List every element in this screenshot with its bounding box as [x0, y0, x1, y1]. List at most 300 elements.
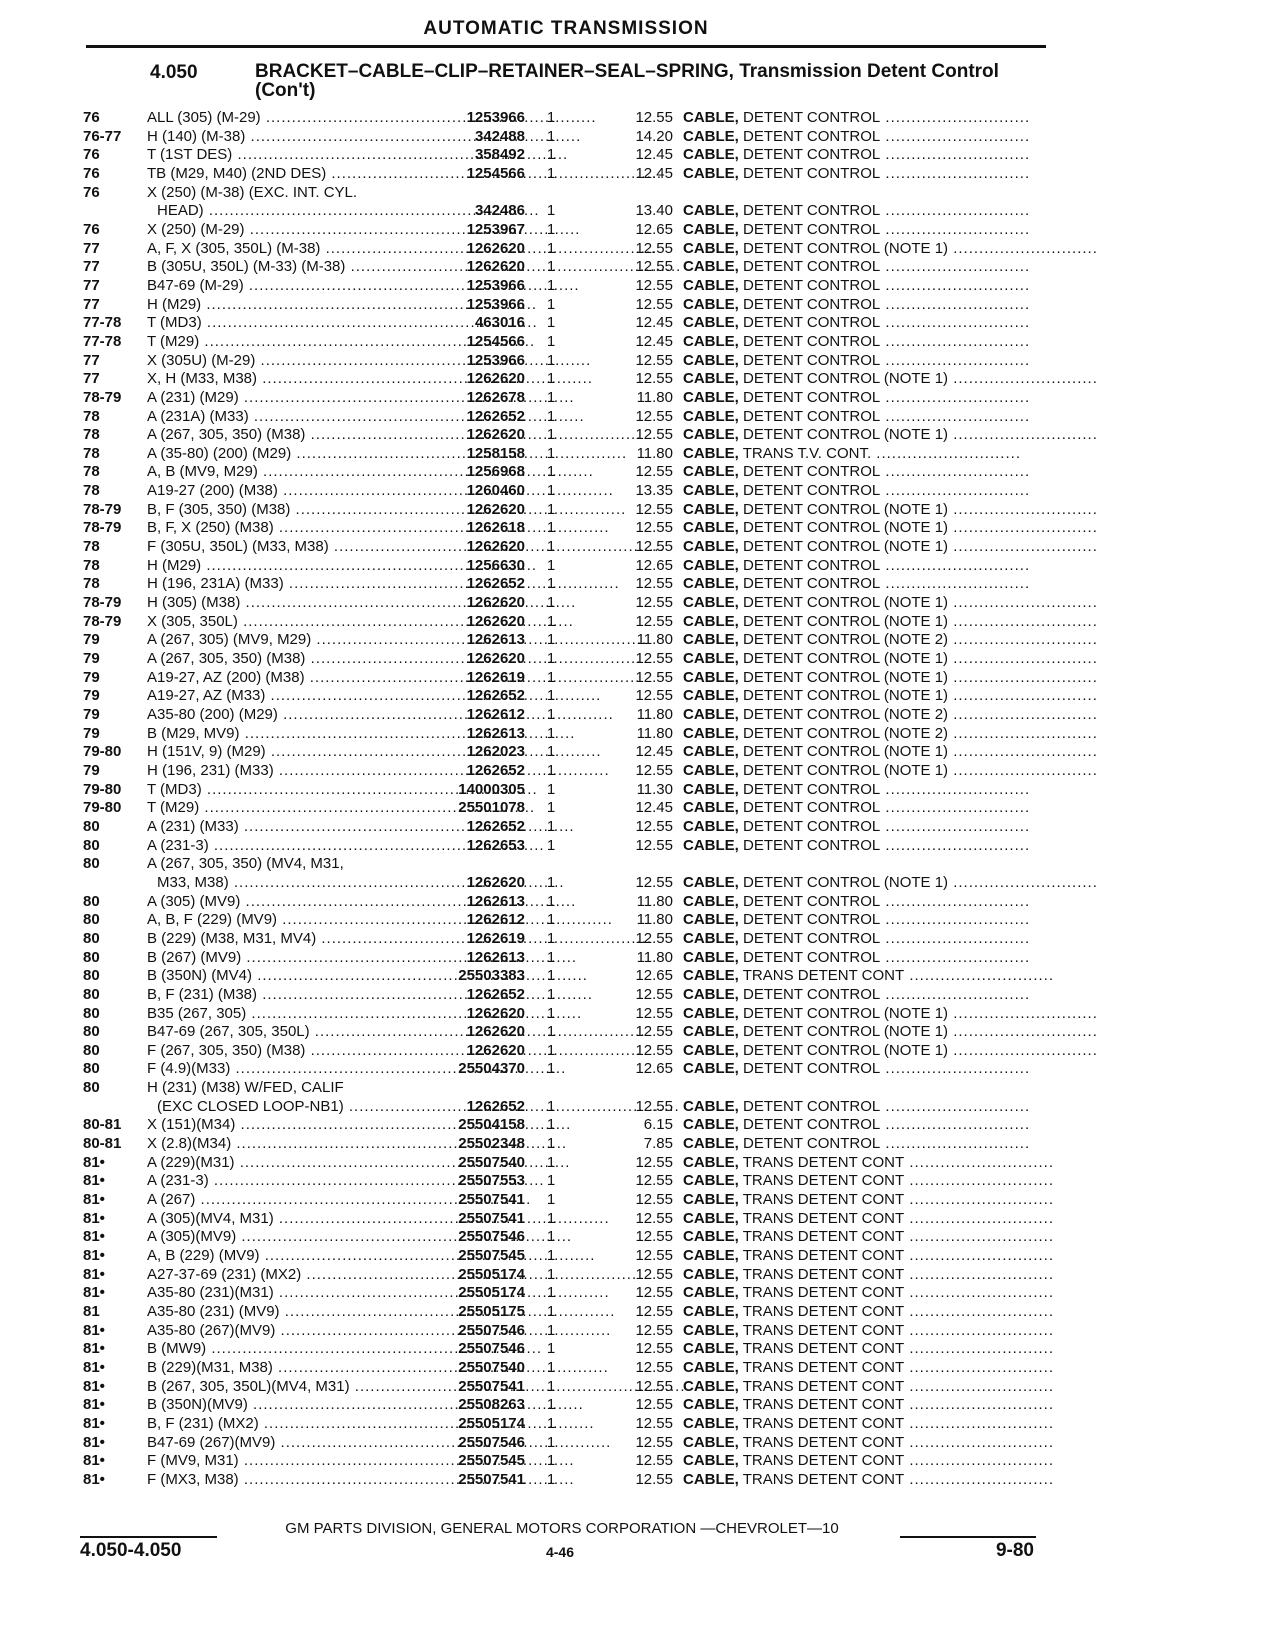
part-name: CABLE, [683, 985, 739, 1003]
price-cell: 6.15 [643, 1116, 673, 1134]
description-cell [683, 370, 1098, 389]
part-description: DETENT CONTROL (NOTE 1) [743, 1041, 949, 1059]
description-cell [683, 1228, 1053, 1247]
description-cell [683, 687, 1098, 706]
leader-dots: ............................ [948, 1041, 1098, 1059]
price-cell: 12.55 [635, 929, 673, 947]
year-cell: 78 [83, 482, 100, 500]
part-name: CABLE, [683, 1116, 739, 1134]
table-row [83, 370, 1098, 389]
price-cell: 12.55 [635, 985, 673, 1003]
table-row [83, 352, 1053, 371]
price-cell: 12.55 [635, 650, 673, 668]
year-cell: 79 [83, 761, 100, 779]
part-number-cell: 1253966 [466, 295, 525, 313]
table-row [83, 1359, 1053, 1378]
part-description: DETENT CONTROL (NOTE 1) [743, 594, 949, 612]
year-cell: 78-79 [83, 612, 122, 630]
year-cell: 81• [83, 1209, 105, 1227]
leader-dots: ............................ [880, 948, 1031, 966]
quantity-cell: 1 [546, 892, 556, 910]
part-description: DETENT CONTROL (NOTE 1) [743, 612, 949, 630]
part-description: TRANS DETENT CONT [742, 1321, 905, 1339]
part-description: DETENT CONTROL [743, 817, 881, 835]
quantity-cell: 1 [546, 127, 556, 145]
price-cell: 12.55 [635, 1247, 673, 1265]
part-number-cell: 25507546 [458, 1321, 525, 1339]
price-cell: 12.55 [635, 836, 673, 854]
price-cell: 11.80 [636, 724, 673, 742]
price-cell: 13.40 [635, 202, 673, 220]
description-cell [683, 1471, 1053, 1490]
part-number-cell: 25505174 [458, 1265, 525, 1283]
leader-dots: ............................ [880, 482, 1031, 500]
description-cell [683, 1303, 1053, 1322]
part-description: DETENT CONTROL (NOTE 1) [743, 1004, 949, 1022]
part-number-cell: 25507541 [458, 1470, 525, 1488]
year-cell: 77 [83, 295, 100, 313]
part-number-cell: 25507546 [458, 1340, 525, 1358]
part-description: DETENT CONTROL [743, 127, 881, 145]
year-cell: 80-81 [83, 1116, 122, 1134]
price-cell: 12.55 [635, 1396, 673, 1414]
price-cell: 12.55 [635, 612, 673, 630]
year-cell: 78 [83, 463, 100, 481]
price-cell: 12.55 [635, 1340, 673, 1358]
price-cell: 12.55 [635, 1452, 673, 1470]
part-name: CABLE, [683, 967, 739, 985]
model-cell: A, B, F (229) (MV9) ..... [147, 911, 417, 930]
quantity-cell: 1 [546, 370, 556, 388]
part-number-cell: 1262652 [466, 1097, 525, 1115]
part-name: CABLE, [683, 444, 739, 462]
quantity-cell: 1 [546, 1303, 556, 1320]
year-cell: 78-79 [83, 594, 122, 612]
price-cell: 12.55 [635, 1414, 673, 1432]
quantity-cell: 1 [546, 1116, 556, 1134]
part-number-cell: 1256968 [466, 463, 525, 481]
leader-dots: ............................ [904, 1265, 1055, 1283]
price-cell: 12.55 [635, 1470, 673, 1488]
description-cell [683, 1004, 1098, 1024]
quantity-cell: 1 [546, 164, 556, 182]
description-cell [683, 761, 1098, 781]
leader-dots: ............................ [880, 1135, 1031, 1153]
year-cell: 81• [83, 1377, 105, 1395]
model-cell: H (305) (M38) ..... [147, 594, 417, 613]
part-name: CABLE, [683, 351, 739, 369]
price-cell: 12.45 [635, 799, 673, 817]
quantity-cell: 1 [546, 780, 556, 798]
leader-dots: ............................ [904, 1340, 1055, 1358]
part-description: DETENT CONTROL [743, 1060, 881, 1078]
description-cell [683, 949, 1053, 968]
table-row [83, 519, 1098, 538]
part-description: DETENT CONTROL [743, 295, 881, 313]
part-name: CABLE, [683, 407, 739, 425]
model-cell: B, F (305, 350) (M38) ..... [147, 501, 417, 520]
year-cell: 78-79 [83, 500, 122, 518]
description-cell [683, 930, 1053, 949]
table-row [83, 799, 1053, 818]
leader-dots: ............................ [948, 743, 1098, 761]
description-cell [683, 109, 1053, 128]
quantity-cell: 1 [546, 1433, 556, 1451]
leader-dots: ............................ [948, 873, 1098, 891]
part-number-cell: 1262620 [466, 1041, 525, 1059]
part-description: TRANS DETENT CONT [742, 1414, 905, 1432]
leader-dots: ............................ [880, 1097, 1031, 1115]
price-cell: 12.55 [635, 1358, 673, 1376]
part-description: DETENT CONTROL (NOTE 1) [743, 370, 949, 388]
table-row [83, 837, 1053, 856]
table-row [83, 1135, 1053, 1154]
footer-rule-right [900, 1536, 1036, 1538]
table-row [83, 631, 1098, 650]
part-name: CABLE, [683, 127, 739, 145]
model-cell: HEAD) ..... [157, 202, 427, 221]
quantity-cell: 1 [546, 482, 556, 500]
part-number-cell: 1262613 [466, 948, 525, 966]
description-cell [683, 314, 1053, 333]
part-name: CABLE, [683, 1060, 739, 1078]
table-row [83, 128, 1053, 147]
description-cell [683, 1154, 1053, 1173]
part-name: CABLE, [683, 724, 739, 742]
description-cell [683, 837, 1053, 856]
part-description: TRANS DETENT CONT [742, 1358, 905, 1376]
year-cell: 78 [83, 426, 100, 444]
leader-dots: ............................ [904, 1377, 1055, 1395]
price-cell: 12.65 [635, 556, 673, 574]
model-cell: F (267, 305, 350) (M38) ..... [147, 1042, 417, 1061]
part-number-cell: 1262619 [466, 668, 525, 686]
description-cell [683, 389, 1053, 408]
year-cell: 80 [83, 855, 100, 873]
model-cell: M33, M38) ..... [157, 874, 427, 893]
table-row [83, 1415, 1053, 1434]
year-cell: 80 [83, 1023, 100, 1041]
description-cell [683, 128, 1053, 147]
part-description: DETENT CONTROL [743, 1116, 881, 1134]
quantity-cell: 1 [546, 1377, 556, 1395]
part-description: DETENT CONTROL [743, 388, 881, 406]
part-description: DETENT CONTROL (NOTE 2) [743, 724, 949, 742]
model-cell: F (MX3, M38) ..... [147, 1471, 417, 1490]
description-cell [683, 668, 1098, 688]
description-cell [683, 221, 1053, 240]
part-description: TRANS DETENT CONT [742, 1452, 905, 1470]
table-row [83, 146, 1053, 165]
table-row [83, 949, 1053, 968]
part-name: CABLE, [683, 164, 739, 182]
table-row [83, 930, 1053, 949]
part-name: CABLE, [683, 706, 739, 723]
part-description: DETENT CONTROL [743, 1135, 881, 1153]
part-name: CABLE, [683, 1452, 739, 1470]
description-cell [683, 165, 1053, 184]
year-cell: 78 [83, 444, 100, 462]
quantity-cell: 1 [546, 1041, 556, 1059]
leader-dots: ............................ [904, 1414, 1055, 1432]
quantity-cell: 1 [546, 594, 556, 612]
leader-dots: ............................ [948, 519, 1098, 537]
part-name: CABLE, [683, 463, 739, 481]
part-number-cell: 25505175 [458, 1303, 525, 1320]
description-cell [683, 967, 1053, 986]
part-number-cell: 1262620 [466, 370, 525, 388]
table-row [83, 202, 1053, 221]
price-cell: 12.55 [635, 1284, 673, 1302]
description-cell [683, 1041, 1098, 1061]
header-rule [86, 45, 1046, 48]
price-cell: 12.55 [635, 426, 673, 444]
parts-table [83, 109, 1098, 1490]
part-name: CABLE, [683, 1340, 739, 1358]
quantity-cell: 1 [546, 351, 556, 369]
year-cell: 81• [83, 1321, 105, 1339]
table-row [83, 743, 1098, 762]
year-cell: 80 [83, 1041, 100, 1059]
part-number-cell: 1262620 [466, 500, 525, 518]
table-row [83, 818, 1053, 837]
part-description: TRANS DETENT CONT [742, 1284, 905, 1302]
part-number-cell: 1262652 [466, 985, 525, 1003]
model-cell: B47-69 (M-29) ..... [147, 277, 417, 296]
part-number-cell: 25508263 [458, 1396, 525, 1414]
table-row [83, 612, 1098, 632]
model-cell: A (231-3) ..... [147, 1172, 417, 1191]
leader-dots: ............................ [904, 1284, 1055, 1302]
description-cell [683, 1396, 1053, 1415]
table-row [83, 1154, 1053, 1173]
model-cell: X, H (M33, M38) ..... [147, 370, 417, 389]
part-name: CABLE, [683, 780, 739, 798]
part-number-cell: 1262678 [466, 388, 525, 406]
price-cell: 7.85 [643, 1135, 673, 1153]
quantity-cell: 1 [546, 668, 556, 686]
part-number-cell: 25507540 [458, 1153, 525, 1171]
price-cell: 12.55 [635, 109, 673, 126]
part-name: CABLE, [683, 556, 739, 574]
table-row [83, 873, 1098, 893]
table-row [83, 706, 1098, 725]
price-cell: 12.55 [635, 1321, 673, 1339]
model-cell: B, F (231) (MX2) ..... [147, 1415, 417, 1434]
part-name: CABLE, [683, 482, 739, 500]
leader-dots: ............................ [904, 1228, 1055, 1246]
quantity-cell: 1 [546, 761, 556, 779]
year-cell: 81• [83, 1284, 105, 1302]
table-row [83, 1396, 1053, 1415]
price-cell: 12.55 [635, 1041, 673, 1059]
quantity-cell: 1 [546, 836, 556, 854]
part-description: DETENT CONTROL [743, 556, 881, 574]
quantity-cell: 1 [546, 519, 556, 537]
price-cell: 12.55 [635, 463, 673, 481]
part-name: CABLE, [683, 1209, 739, 1227]
leader-dots: ............................ [880, 556, 1031, 574]
model-cell: X (151)(M34) ..... [147, 1116, 417, 1135]
description-cell [683, 1452, 1053, 1471]
model-cell: F (4.9)(M33) ..... [147, 1060, 417, 1079]
part-name: CABLE, [683, 1041, 739, 1059]
quantity-cell: 1 [546, 929, 556, 947]
leader-dots: ............................ [904, 1209, 1055, 1227]
year-cell: 76 [83, 220, 100, 238]
quantity-cell: 1 [546, 1247, 556, 1265]
description-cell [683, 538, 1098, 557]
quantity-cell: 1 [546, 444, 556, 462]
part-number-cell: 1262620 [466, 258, 525, 276]
year-cell: 80 [83, 1004, 100, 1022]
price-cell: 12.55 [635, 1433, 673, 1451]
part-description: DETENT CONTROL (NOTE 1) [743, 1023, 949, 1041]
part-name: CABLE, [683, 314, 739, 332]
part-number-cell: 1262620 [466, 1004, 525, 1022]
description-cell [683, 1172, 1053, 1191]
quantity-cell: 1 [546, 612, 556, 630]
table-row [83, 333, 1053, 352]
leader-dots: ............................ [880, 911, 1031, 929]
price-cell: 12.55 [635, 1265, 673, 1283]
part-number-cell: 1262613 [466, 631, 525, 649]
part-number-cell: 1260460 [466, 482, 525, 500]
part-description: DETENT CONTROL [743, 948, 881, 966]
leader-dots: ............................ [948, 500, 1098, 518]
table-row [83, 557, 1053, 576]
quantity-cell: 1 [546, 146, 556, 164]
part-name: CABLE, [683, 276, 739, 294]
part-number-cell: 1262652 [466, 817, 525, 835]
price-cell: 12.55 [635, 594, 673, 612]
quantity-cell: 1 [546, 575, 556, 593]
part-description: TRANS DETENT CONT [742, 1470, 905, 1488]
part-number-cell: 1262620 [466, 650, 525, 668]
leader-dots: ............................ [880, 892, 1031, 910]
quantity-cell: 1 [546, 220, 556, 238]
part-number-cell: 25507546 [458, 1433, 525, 1451]
part-name: CABLE, [683, 1004, 739, 1022]
part-name: CABLE, [683, 1247, 739, 1265]
part-description: DETENT CONTROL [743, 220, 881, 238]
year-cell: 77 [83, 258, 100, 276]
price-cell: 12.45 [635, 314, 673, 332]
quantity-cell: 1 [546, 1060, 556, 1078]
leader-dots: ............................ [904, 1303, 1055, 1320]
description-cell [683, 893, 1053, 912]
footer-rule-left [80, 1536, 217, 1538]
leader-dots: ............................ [948, 1023, 1098, 1041]
price-cell: 12.45 [635, 146, 673, 164]
description-cell [683, 1098, 1053, 1117]
leader-dots: ............................ [948, 426, 1098, 444]
part-description: TRANS DETENT CONT [742, 1377, 905, 1395]
description-cell [683, 1191, 1053, 1210]
quantity-cell: 1 [546, 911, 556, 929]
year-cell: 80 [83, 1060, 100, 1078]
description-cell [683, 743, 1098, 762]
description-cell [683, 202, 1053, 221]
description-cell [683, 1116, 1053, 1135]
description-cell [683, 277, 1053, 296]
price-cell: 12.55 [635, 687, 673, 705]
part-description: DETENT CONTROL [743, 146, 881, 164]
part-number-cell: 1256630 [466, 556, 525, 574]
footer-date: 9-80 [995, 1540, 1034, 1561]
year-cell: 77 [83, 351, 100, 369]
price-cell: 11.80 [636, 631, 673, 649]
model-cell: B (350N)(MV9) ..... [147, 1396, 417, 1415]
description-cell [683, 1060, 1053, 1079]
year-cell: 79 [83, 706, 100, 723]
quantity-cell: 1 [546, 1097, 556, 1115]
part-description: DETENT CONTROL (NOTE 1) [743, 519, 949, 537]
table-row [83, 296, 1053, 315]
year-cell: 81• [83, 1228, 105, 1246]
description-cell [683, 594, 1098, 613]
quantity-cell: 1 [546, 314, 556, 332]
price-cell: 12.55 [635, 575, 673, 593]
model-cell: A (305) (MV9) ..... [147, 893, 417, 912]
quantity-cell: 1 [546, 724, 556, 742]
leader-dots: ............................ [904, 967, 1055, 985]
year-cell: 77 [83, 276, 100, 294]
year-cell: 80 [83, 817, 100, 835]
year-cell: 77 [83, 239, 100, 257]
table-row [83, 761, 1098, 781]
leader-dots: ............................ [948, 706, 1098, 723]
part-name: CABLE, [683, 836, 739, 854]
leader-dots: ............................ [880, 109, 1031, 126]
table-row [83, 1116, 1053, 1135]
part-name: CABLE, [683, 519, 739, 537]
table-row [83, 1452, 1053, 1471]
year-cell: 81• [83, 1396, 105, 1414]
table-row [83, 687, 1098, 706]
year-cell: 76-77 [83, 127, 122, 145]
price-cell: 12.45 [635, 743, 673, 761]
table-row [83, 1340, 1053, 1359]
model-cell: A (305)(MV4, M31) ..... [147, 1210, 417, 1229]
price-cell: 12.55 [635, 407, 673, 425]
model-cell: A (267, 305, 350) (M38) ..... [147, 426, 417, 445]
part-description: DETENT CONTROL (NOTE 2) [743, 631, 949, 649]
part-number-cell: 25504370 [458, 1060, 525, 1078]
leader-dots: ............................ [948, 594, 1098, 612]
description-cell [683, 426, 1098, 445]
table-row [83, 911, 1053, 930]
model-cell: F (305U, 350L) (M33, M38) ..... [147, 538, 417, 557]
price-cell: 12.55 [635, 1172, 673, 1190]
year-cell: 81• [83, 1247, 105, 1265]
year-cell: 80 [83, 911, 100, 929]
year-cell: 80 [83, 892, 100, 910]
table-row [83, 258, 1053, 277]
part-name: CABLE, [683, 799, 739, 817]
year-cell: 80 [83, 948, 100, 966]
description-cell [683, 1284, 1053, 1303]
description-cell [683, 408, 1053, 427]
model-cell: T (MD3) ..... [147, 314, 417, 333]
model-cell: A, B (229) (MV9) ..... [147, 1247, 417, 1266]
model-cell: F (MV9, M31) ..... [147, 1452, 417, 1471]
part-description: DETENT CONTROL [743, 351, 881, 369]
part-name: CABLE, [683, 538, 739, 556]
quantity-cell: 1 [546, 388, 556, 406]
part-name: CABLE, [683, 1153, 739, 1171]
part-name: CABLE, [683, 1265, 739, 1283]
